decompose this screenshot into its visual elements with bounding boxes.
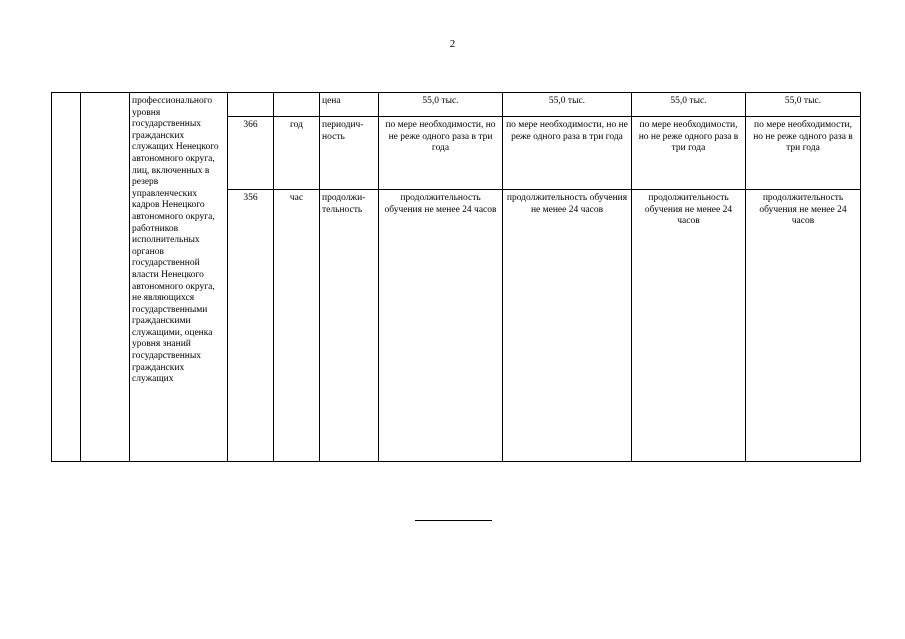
page-number: 2 — [449, 38, 456, 50]
value-cell: по мере необходимости, но не реже одного раза в три года — [746, 117, 861, 190]
unit-cell: год — [274, 117, 320, 190]
characteristic-cell: периодич-ность — [320, 117, 379, 190]
value-cell: продолжительность обучения не менее 24 часов — [632, 190, 746, 462]
value-cell: по мере необходимости, но не реже одного раза в три года — [379, 117, 503, 190]
value-cell: продолжительность обучения не менее 24 часов — [503, 190, 632, 462]
unit-cell — [274, 93, 320, 117]
code-cell: 356 — [228, 190, 274, 462]
code-cell — [228, 93, 274, 117]
requirements-table — [51, 92, 861, 462]
description-cell: профессионального уровня государственных гражданских служащих Ненецкого автономного округа, лиц, включенных в резерв управленческих кадров Ненецкого автономного округа, работников исполнительных органов государственной власти Ненецкого автономного округа, не являющихся государственными гражданскими служащими, оценка уровня знаний государственных гражданских служащих — [130, 93, 228, 462]
value-cell: продолжительность обучения не менее 24 часов — [746, 190, 861, 462]
characteristic-cell: цена — [320, 93, 379, 117]
value-cell: 55,0 тыс. — [503, 93, 632, 117]
value-cell: 55,0 тыс. — [379, 93, 503, 117]
value-cell: по мере необходимости, но не реже одного раза в три года — [503, 117, 632, 190]
footer-divider — [415, 520, 492, 521]
code-cell: 366 — [228, 117, 274, 190]
value-cell: 55,0 тыс. — [746, 93, 861, 117]
empty-cell-1 — [52, 93, 81, 462]
value-cell: по мере необходимости, но не реже одного раза в три года — [632, 117, 746, 190]
value-cell: продолжительность обучения не менее 24 часов — [379, 190, 503, 462]
value-cell: 55,0 тыс. — [632, 93, 746, 117]
characteristic-cell: продолжи-тельность — [320, 190, 379, 462]
unit-cell: час — [274, 190, 320, 462]
table-row — [52, 93, 861, 117]
empty-cell-2 — [81, 93, 130, 462]
